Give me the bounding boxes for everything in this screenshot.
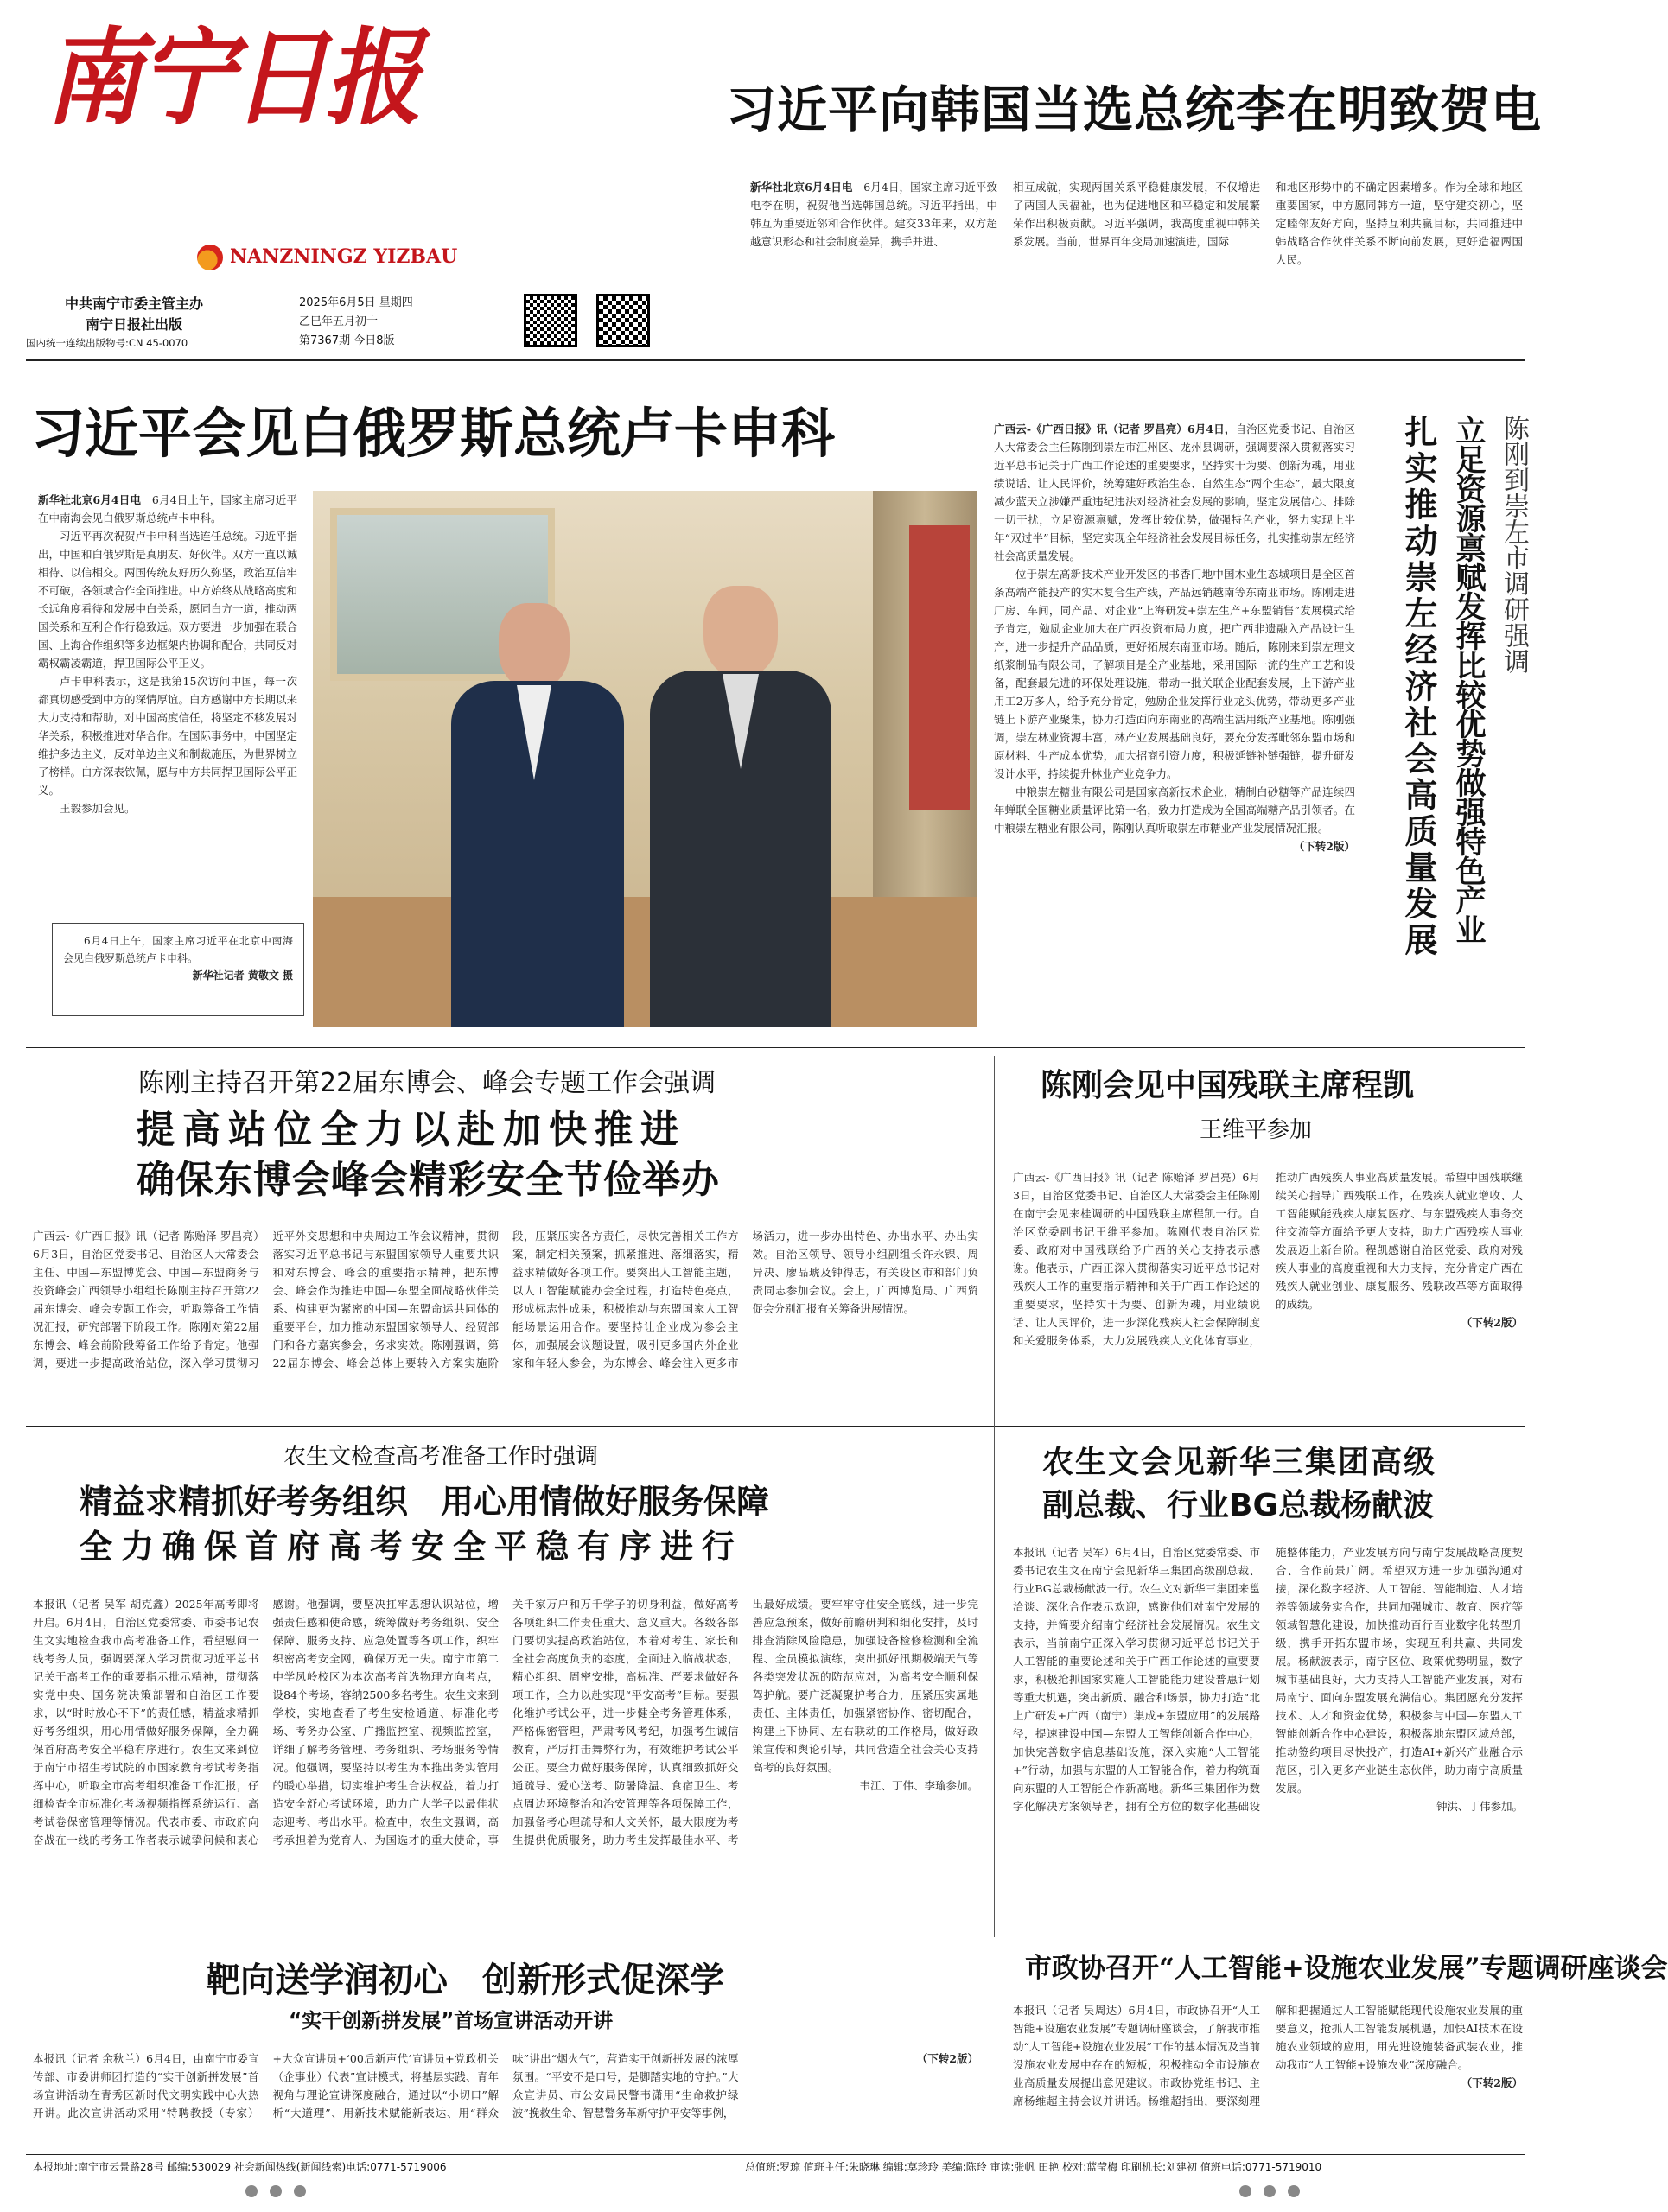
- story6-title-1: 精益求精抓好考务组织 用心用情做好服务保障: [80, 1483, 770, 1521]
- footer-left: 本报地址:南宁市云景路28号 邮编:530029 社会新闻热线(新闻线索)电话:0771-5719006: [33, 2161, 447, 2173]
- sponsor: 中共南宁市委主管主办: [64, 296, 203, 312]
- story8-subtitle: “实干创新拼发展”首场宣讲活动开讲: [289, 2010, 614, 2032]
- photo-caption-box: [52, 923, 304, 1016]
- story2-body: 新华社北京6月4日电 6月4日上午，国家主席习近平在中南海会见白俄罗斯总统卢卡申科。 习近平再次祝贺卢卡申科当选连任总统。习近平指出，中国和白俄罗斯是真朋友、好伙伴。双方一直以诚相待、以信相交。两国传统友好历久弥坚，政治互信牢不可破，各领域合作全面推进。中方始终从战略高度和长远角度看待和发展中白关系，愿同白方一道，推动两国关系和互利合作行稳致远。双方要进一步加强在联合国、上海合作组织等多边框架内协调和配合，共同反对霸权霸凌霸道，捍卫国际公平正义。 卢卡申科表示，这是我第15次访问中国，每一次都真切感受到中方的深情厚谊。白方感谢中方长期以来大力支持和帮助，对中国高度信任，将坚定不移发展对华关系，积极推进对华合作。在国际事务中，中国坚定维护多边主义，反对单边主义和制裁施压，为世界树立了榜样。白方深表钦佩，愿与中方共同捍卫国际公平正义。 王毅参加会见。: [38, 493, 298, 815]
- story3-title-1: 立足资源禀赋发挥比较优势做强特色产业: [1451, 415, 1486, 944]
- footer-right: 总值班:罗琼 值班主任:朱晓琳 编辑:莫珍玲 美编:陈玲 审读:张帆 田艳 校对:蓝莹梅 印刷机长:刘建初 值班电话:0771-5719010: [745, 2161, 1322, 2173]
- cn-number: 国内统一连续出版物号:CN 45-0070: [26, 337, 188, 349]
- story3-title-2: 扎实推动崇左经济社会高质量发展: [1399, 415, 1437, 959]
- story7-body: 本报讯（记者 吴军）6月4日，自治区党委常委、市委书记农生文在南宁会见新华三集团高级副总裁、行业BG总裁杨献波一行。农生文对新华三集团来邕洽谈、深化合作表示欢迎，感谢他们对南宁发展的支持，并简要介绍南宁经济社会发展情况。农生文表示，当前南宁正深入学习贯彻习近平总书记关于人工智能的重要论述和关于广西工作论述的重要要求，积极抢抓国家实施人工智能能力建设普惠计划等重大机遇，突出新质、融合和场景，协力打造“北上广研发+广西（南宁）集成+东盟应用”的发展路径，提速建设中国—东盟人工智能创新合作中心，加快完善数字信息基础设施，深入实施“人工智能+”行动，加强与东盟的人工智能合作，着力构筑面向东盟的人工智能合作新高地。新华三集团作为数字化解决方案领导者，拥有全方位的数字化基础设施整体能力，产业发展方向与南宁发展战略高度契合、合作前景广阔。希望双方进一步加强沟通对接，深化数字经济、人工智能、智能制造、人才培养等领域务实合作，共同加强城市、教育、医疗等领域智慧化建设，加快推动百行百业数字化转型升级，携手开拓东盟市场，实现互利共赢、共同发展。杨献波表示，南宁区位、政策优势明显，数字城市基础良好，大力支持人工智能产业发展，对布局南宁、面向东盟发展充满信心。集团愿充分发挥技术、人才和资金优势，积极参与中国—东盟人工智能创新合作中心建设，积极落地东盟区域总部，推动签约项目尽快投产，打造AI+新兴产业融合示范区，引入更多产业链生态伙伴，助力南宁高质量发展。 钟洪、丁伟参加。: [1013, 1546, 1523, 1813]
- story8-body: 本报讯（记者 余秋兰）6月4日，由南宁市委宣传部、市委讲师团打造的“实干创新拼发展”首场宣讲活动在青秀区新时代文明实践中心火热开讲。此次宣讲活动采用“特聘教授（专家）+大众宣讲员+‘00后新声代’宣讲员+党政机关（企事业）代表”宣讲模式，将基层实践、青年视角与理论宣讲深度融合，通过以“小切口”解析“大道理”、用新技术赋能新表达、用“群众味”讲出“烟火气”，营造实干创新拼发展的浓厚氛围。“平安不是口号，是脚踏实地的守护。”大众宣讲员、市公安局民警韦潇用“生命救护绿波”挽救生命、智慧警务革新守护平安等事例， （下转2版）: [33, 2052, 978, 2120]
- story4-kicker: 陈刚主持召开第22届东博会、峰会专题工作会强调: [138, 1068, 716, 1098]
- person-left: [434, 603, 641, 1027]
- story5-subtitle: 王维平参加: [1200, 1117, 1313, 1143]
- page-nav-dots-left[interactable]: [245, 2184, 318, 2201]
- lead-col-1: 新华社北京6月4日电 6月4日，国家主席习近平致电李在明，祝贺他当选韩国总统。习近平指出，中韩互为重要近邻和合作伙伴。建交33年来，双方超越意识形态和社会制度差异，携手并进、: [750, 181, 997, 248]
- person-right: [633, 586, 849, 1027]
- qr-code-2[interactable]: [596, 294, 650, 347]
- story3-headline: [1371, 415, 1530, 1028]
- story6-body: 本报讯（记者 吴军 胡克鑫）2025年高考即将开启。6月4日，自治区党委常委、市委书记农生文实地检查我市高考准备工作，看望慰问一线考务人员，强调要深入学习贯彻习近平总书记关于高考工作的重要指示批示精神，贯彻落实党中央、国务院决策部署和自治区工作要求，以“时时放心不下”的责任感，精益求精抓好考务组织，用心用情做好服务保障，全力确保首府高考安全平稳有序进行。农生文来到位于南宁市招生考试院的市国家教育考试考务指挥中心，听取全市高考组织准备工作汇报，仔细检查全市标准化考场视频指挥系统运行、高考试卷保密管理等情况。代表市委、市政府向奋战在一线的考务工作者表示诚挚问候和衷心感谢。他强调，要坚决扛牢思想认识站位，增强责任感和使命感，统筹做好考务组织、安全保障、服务支持、应急处置等各项工作，织牢织密高考安全网，确保万无一失。南宁市第二中学凤岭校区为本次高考首选物理方向考点，设84个考场，容纳2500多名考生。农生文来到学校，实地查看了考生安检通道、标准化考场、考务办公室、广播监控室、视频监控室，详细了解考务管理、考务组织、考场服务等情况。他强调，要坚持以考生为本推出务实管用的暖心举措，切实维护考生合法权益，着力打造安全舒心考试环境，助力广大学子以最佳状态迎考、考出水平。检查中，农生文强调，高考承担着为党育人、为国选才的重大使命，事关千家万户和万千学子的切身利益，做好高考各项组织工作责任重大、意义重大。各级各部门要切实提高政治站位，本着对考生、家长和全社会高度负责的态度，全面进入临战状态，精心组织、周密安排，高标准、严要求做好各项工作，全力以赴实现“平安高考”目标。要强化维护考试公平，进一步健全考务管理体系，严格保密管理，严肃考风考纪，加强考生诚信教育，严厉打击舞弊行为，有效维护考试公平公正。要全力做好服务保障，认真细致抓好交通疏导、爱心送考、防暑降温、食宿卫生、考点周边环境整治和治安管理等各项保障工作，加强备考心理疏导和人文关怀，最大限度为考生提供优质服务，助力考生发挥最佳水平、考出最好成绩。要牢牢守住安全底线，进一步完善应急预案，做好前瞻研判和细化安排，及时排查消除风险隐患，加强设备检修检测和全流程、全员模拟演练，突出抓好汛期极端天气等各类突发状况的防范应对，为高考安全顺利保驾护航。要广泛凝聚护考合力，压紧压实属地责任、主体责任，加强紧密协作、密切配合，构建上下协同、左右联动的工作格局，做好政策宣传和舆论引导，共同营造全社会关心支持高考的良好氛围。 韦江、丁伟、李瑜参加。: [33, 1598, 978, 1847]
- masthead-info: [26, 294, 242, 351]
- story5-headline: 陈刚会见中国残联主席程凯: [1041, 1068, 1415, 1103]
- photo-credit: 新华社记者 黄敬文 摄: [192, 969, 293, 982]
- story6-kicker: 农生文检查高考准备工作时强调: [283, 1444, 599, 1470]
- story5-body: 广西云-《广西日报》讯（记者 陈贻泽 罗昌亮）6月3日，自治区党委书记、自治区人大常委会主任陈刚在南宁会见来桂调研的中国残联主席程凯一行。自治区党委副书记王维平参加。陈刚代表自治区党委、政府对中国残联给予广西的关心支持表示感谢。他表示，广西正深入贯彻落实习近平总书记对残疾人工作的重要指示精神和关于广西工作论述的重要要求，坚持实干为要、创新为魂，用业绩说话、让人民评价，进一步深化残疾人社会保障制度和关爱服务体系，大力发展残疾人文化体育事业，推动广西残疾人事业高质量发展。希望中国残联继续关心指导广西残联工作，在残疾人就业增收、人工智能赋能残疾人康复医疗、与东盟残疾人事务交往交流等方面给予更大支持，助力广西残疾人事业发展迈上新台阶。程凯感谢自治区党委、政府对残疾人事业的高度重视和大力支持，充分肯定广西在残疾人就业创业、康复服务、残联改革等方面取得的成绩。 （下转2版）: [1013, 1171, 1523, 1347]
- lead-col-2: 相互成就，实现两国关系平稳健康发展，不仅增进了两国人民福祉，也为促进地区和平稳定和发展繁荣作出积极贡献。习近平强调，我高度重视中韩关系发展。当前，世界百年变局加速演进，国际: [1013, 181, 1260, 248]
- lead-body: [750, 178, 1524, 351]
- story4-title-2: 确保东博会峰会精彩安全节俭举办: [137, 1158, 720, 1202]
- story6-title-2: 全力确保首府高考安全平稳有序进行: [80, 1528, 744, 1566]
- story9-headline: 市政协召开“人工智能+设施农业发展”专题调研座谈会: [1025, 1953, 1668, 1984]
- story2-headline: 习近平会见白俄罗斯总统卢卡申科: [31, 402, 836, 465]
- qr-code-1[interactable]: [524, 294, 577, 347]
- masthead-title: 南宁日报: [45, 16, 418, 140]
- sun-logo-icon: [197, 245, 223, 270]
- masthead-date: 2025年6月5日 星期四 乙巳年五月初十 第7367期 今日8版: [299, 296, 413, 347]
- meeting-photo: [313, 491, 977, 1027]
- photo-caption: 6月4日上午，国家主席习近平在北京中南海会见白俄罗斯总统卢卡申科。: [63, 935, 293, 964]
- story7-title-2: 副总裁、行业BG总裁杨献波: [1042, 1488, 1434, 1523]
- story4-title-1: 提高站位全力以赴加快推进: [137, 1108, 686, 1152]
- publisher: 南宁日报社出版: [85, 316, 182, 333]
- story4-body: 广西云-《广西日报》讯（记者 陈贻泽 罗昌亮）6月3日，自治区党委书记、自治区人大常委会主任、中国—东盟博览会、中国—东盟商务与投资峰会广西领导小组组长陈刚主持召开第22届东博会、峰会专题工作会，听取筹备工作情况汇报，研究部署下阶段工作。陈刚对第22届东博会、峰会前阶段筹备工作给予肯定。他强调，要进一步提高政治站位，深入学习贯彻习近平外交思想和中央周边工作会议精神，贯彻落实习近平总书记与东盟国家领导人重要共识和对东博会、峰会的重要指示精神，把东博会、峰会作为推进中国—东盟全面战略伙伴关系、构建更为紧密的中国—东盟命运共同体的重要平台，加力推动东盟国家领导人、经贸部门和各方嘉宾参会，务求实效。陈刚强调，第22届东博会、峰会总体上要转入方案实施阶段，压紧压实各方责任，尽快完善相关工作方案，制定相关预案，抓紧推进、落细落实，精益求精做好各项工作。要突出人工智能主题，以人工智能赋能办会全过程，打造特色亮点，形成标志性成果，积极推动与东盟国家人工智能场景运用合作。要坚持让企业成为参会主体，加强展会议题设置，吸引更多国内外企业家和年轻人参会，为东博会、峰会注入更多市场活力，进一步办出特色、办出水平、办出实效。自治区领导、领导小组副组长许永锞、周异决、廖品琥及钟得志，有关设区市和部门负责同志参加会议。会上，广西博览局、广西贸促会分别汇报有关筹备进展情况。: [33, 1230, 978, 1370]
- masthead-logo: [45, 17, 417, 156]
- story7-title-1: 农生文会见新华三集团高级: [1042, 1445, 1437, 1480]
- lead-headline: 习近平向韩国当选总统李在明致贺电: [726, 80, 1543, 139]
- story9-body: 本报讯（记者 吴周达）6月4日，市政协召开“人工智能+设施农业发展”专题调研座谈会，了解我市推动“人工智能+设施农业发展”工作的基本情况及当前设施农业发展中存在的短板，积极推动全市设施农业高质量发展提出意见建议。市政协党组书记、主席杨维超主持会议并讲话。杨维超指出，要深刻理解和把握通过人工智能赋能现代设施农业发展的重要意义，抢抓人工智能发展机遇，加快AI技术在设施农业领域的应用，用先进设施装备武装农业，推动我市“人工智能+设施农业”深度融合。 （下转2版）: [1013, 2004, 1523, 2107]
- masthead-pinyin: NANZNINGZ YIZBAU: [230, 245, 458, 268]
- story3-kicker: 陈刚到崇左市调研强调: [1499, 415, 1529, 674]
- story8-headline: 靶向送学润初心 创新形式促深学: [206, 1960, 724, 2000]
- lead-col-3: 和地区形势中的不确定因素增多。作为全球和地区重要国家，中方愿同韩方一道，坚守建交初心，坚定睦邻友好方向，坚持互利共赢目标，共同推进中韩战略合作伙伴关系不断向前发展，更好造福两国人民。: [1276, 181, 1523, 266]
- page-nav-dots-right[interactable]: [1239, 2184, 1312, 2201]
- photo-flag-right: [909, 525, 970, 810]
- story3-body: 广西云-《广西日报》讯（记者 罗昌亮）6月4日，自治区党委书记、自治区人大常委会主任陈刚到崇左市江州区、龙州县调研，强调要深入贯彻落实习近平总书记关于广西工作论述的重要要求，坚持实干为要、创新为魂，用业绩说话、让人民评价，统筹建好政治生态、自然生态“两个生态”，最大限度减少蓝天立涉嫌严重违纪违法对经济社会发展的影响，坚定发展信心、排除一切干扰，立足资源禀赋，发挥比较优势，做强特色产业，努力实现上半年“双过半”目标，坚定实现全年经济社会发展目标任务，扎实推动崇左经济社会高质量发展。 位于崇左高新技术产业开发区的书香门地中国木业生态城项目是全区首条高端产能投产的实木复合生产线，产品远销越南等东南亚市场。陈刚走进厂房、车间，同产品、对企业“上海研发+崇左生产+东盟销售”发展模式给予肯定，勉励企业加大在广西投资布局力度，把广西非遗融入产品设计生产，进一步提升产品品质，更好拓展东南亚市场。随后，陈刚来到崇左理文纸浆制品有限公司，了解项目是全产业基地，采用国际一流的生产工艺和设备，配套最先进的环保处理设施，带动一批关联企业配套发展，上下游产业用工2万多人，给予充分肯定，勉励企业发挥行业龙头优势，带动更多产业链上下游产业聚集，协力打造面向东南亚的高端生活用纸产业基地。陈刚强调，崇左林业资源丰富，林产业发展基础良好，要充分发挥毗邻东盟市场和原材料、生产成本优势，加大招商引资力度，积极延链补链强链，提升研发设计水平，持续提升林业产业竞争力。 中粮崇左糖业有限公司是国家高新技术企业，精制白砂糖等产品连续四年蝉联全国糖业质量评比第一名，致力打造成为全国高端糖产品引领者。在中粮崇左糖业有限公司，陈刚认真听取崇左市糖业产业发展情况汇报。 （下转2版）: [994, 423, 1355, 853]
